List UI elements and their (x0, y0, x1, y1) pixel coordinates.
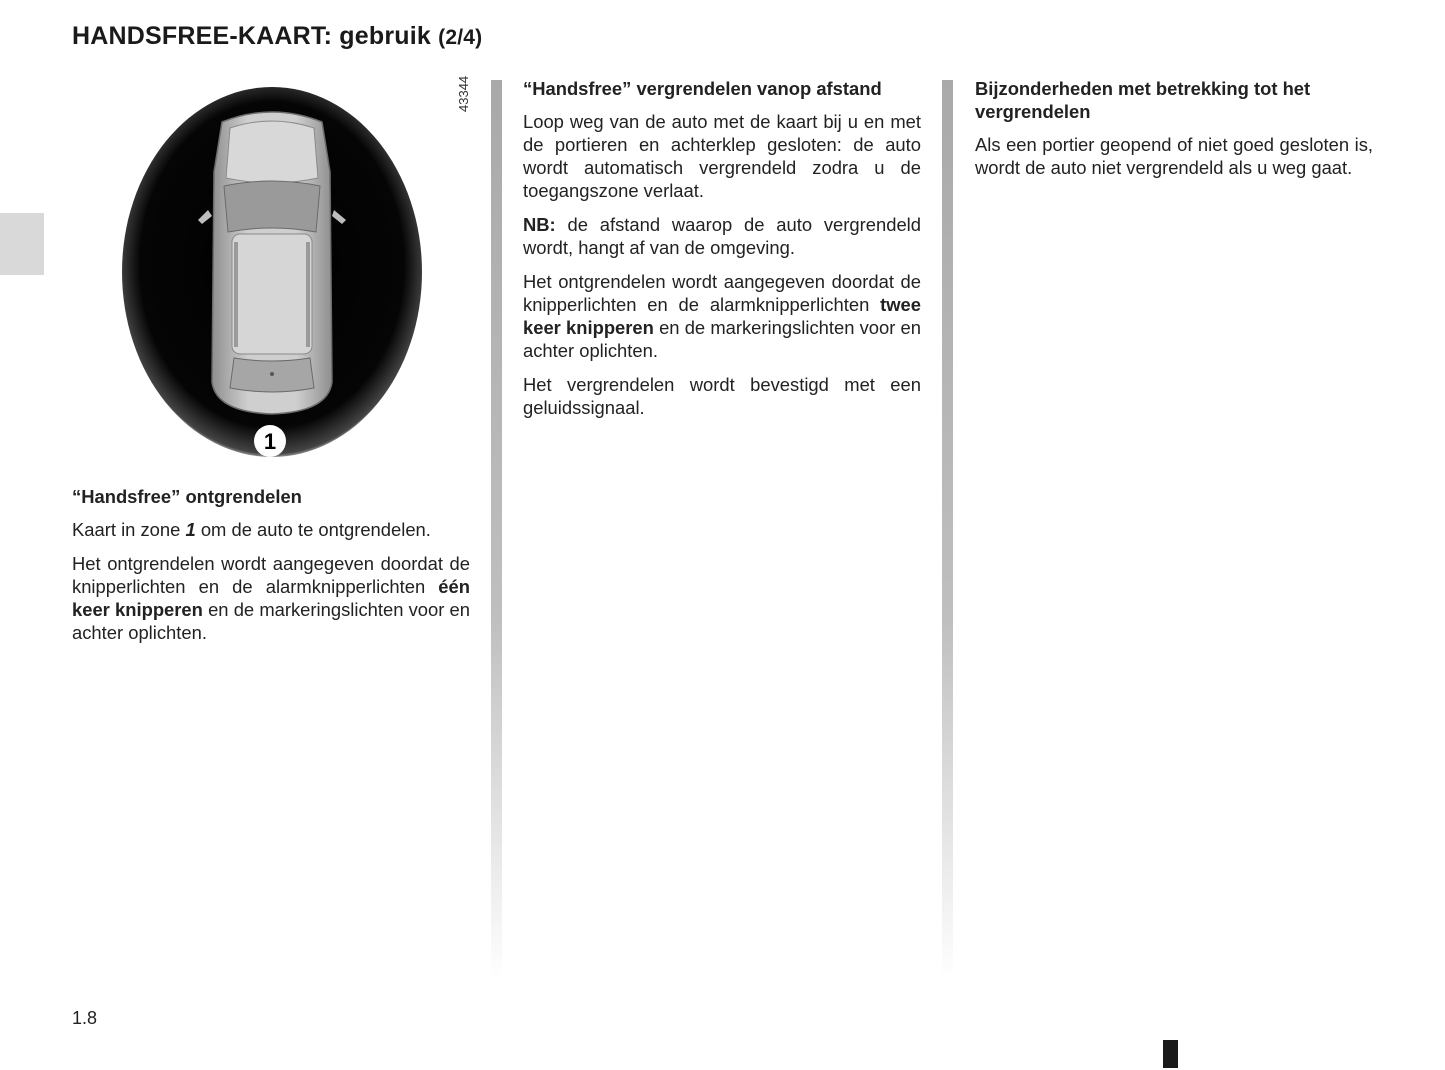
column-unlocking (72, 485, 470, 655)
page-marker (1163, 1040, 1178, 1068)
page-number: 1.8 (72, 1008, 98, 1028)
column-remote-locking (523, 77, 921, 430)
column-divider (491, 80, 502, 980)
car-zone-svg (110, 82, 480, 482)
page-title (72, 22, 482, 51)
paragraph-door-open: Als een portier geopend of niet goed gesloten is, wordt de auto niet vergrendeld als u weg gaat. (975, 134, 1373, 178)
column-particulars (975, 77, 1373, 190)
car-zone-illustration (110, 82, 480, 482)
section-heading-particulars: Bijzonderheden met betrekking tot het vergrendelen (975, 78, 1311, 122)
page-title-part: (2/4) (438, 26, 483, 49)
paragraph-lock-indication: Het ontgrendelen wordt aangegeven doordat de knipperlichten en de alarmknipperlichten twee keer knipperen en de markeringslichten voor en achter oplichten. (523, 271, 922, 361)
page-title-main: HANDSFREE-KAART: gebruik (72, 22, 431, 50)
car-top-view (198, 112, 346, 414)
section-heading-remote-lock: “Handsfree” vergrendelen vanop afstand (523, 78, 882, 99)
paragraph-note: NB: de afstand waarop de auto vergrendeld wordt, hangt af van de omgeving. (523, 214, 921, 258)
zone-number-label: 1 (263, 429, 277, 454)
chapter-tab (0, 213, 44, 275)
paragraph-zone: Kaart in zone 1 om de auto te ontgrendelen. (72, 519, 431, 540)
section-heading-unlock: “Handsfree” ontgrendelen (72, 486, 302, 507)
paragraph-unlock-indication: Het ontgrendelen wordt aangegeven doordat de knipperlichten en de alarmknipperlichten één keer knipperen en de markeringslichten voor en achter oplichten. (72, 553, 471, 643)
paragraph-sound-signal: Het vergrendelen wordt bevestigd met een geluidssignaal. (523, 374, 921, 418)
figure-code: 43344 (456, 75, 471, 112)
column-divider (942, 80, 953, 980)
paragraph-walk-away: Loop weg van de auto met de kaart bij u en met de portieren en achterklep gesloten: de auto wordt automatisch vergrendeld zodra u de toegangszone verlaat. (523, 111, 921, 201)
